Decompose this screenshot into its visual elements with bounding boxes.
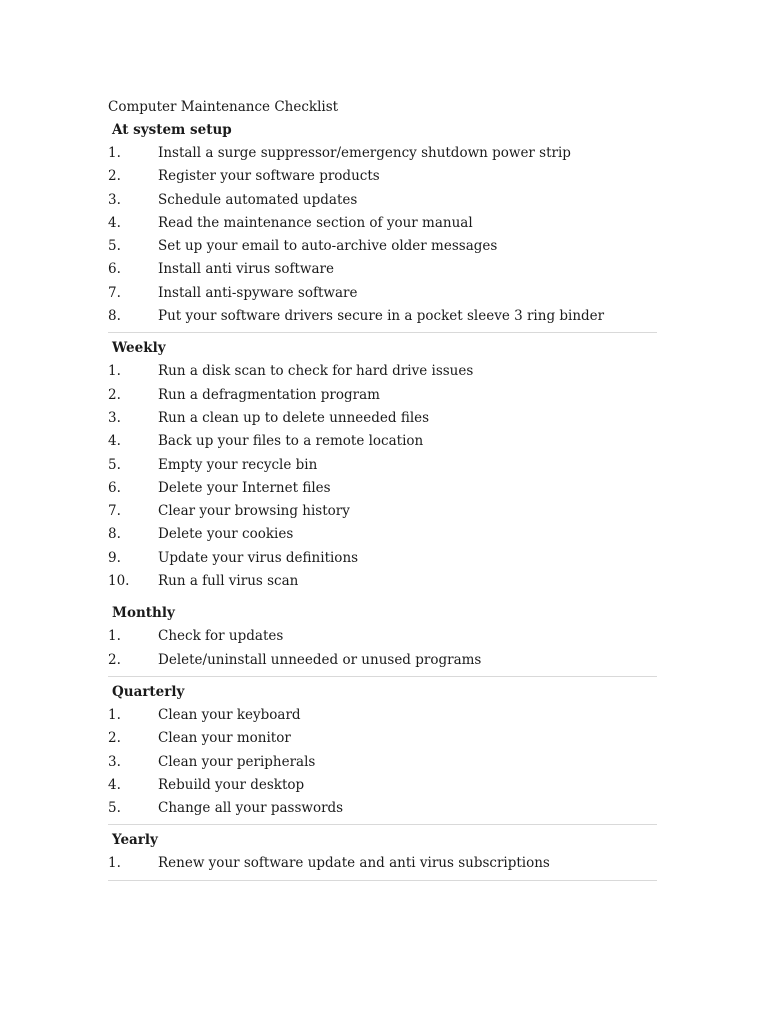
item-text: Empty your recycle bin — [158, 456, 318, 473]
item-number: 1. — [108, 363, 121, 380]
item-text: Clean your keyboard — [158, 706, 301, 723]
list-item — [108, 305, 657, 328]
item-number: 5. — [108, 238, 121, 255]
item-text: Set up your email to auto-archive older messages — [158, 238, 498, 255]
list-item — [108, 625, 657, 648]
item-text: Clean your monitor — [158, 730, 291, 747]
item-number: 3. — [108, 191, 121, 208]
item-text: Check for updates — [158, 628, 284, 645]
list-item — [108, 751, 657, 774]
item-number: 4. — [108, 433, 121, 450]
list-item — [108, 430, 657, 453]
item-text: Run a full virus scan — [158, 573, 299, 590]
item-number: 1. — [108, 706, 121, 723]
item-number: 2. — [108, 386, 121, 403]
item-number: 10. — [108, 573, 130, 590]
checklist-items — [108, 704, 657, 820]
list-item — [108, 570, 657, 593]
checklist-section — [108, 337, 657, 598]
section-heading: Monthly — [112, 605, 175, 622]
section-divider — [108, 597, 657, 598]
list-item — [108, 212, 657, 235]
list-item — [108, 142, 657, 165]
item-number: 9. — [108, 549, 121, 566]
section-divider — [108, 880, 657, 881]
checklist-items — [108, 360, 657, 593]
item-number: 8. — [108, 526, 121, 543]
list-item — [108, 258, 657, 281]
item-number: 4. — [108, 214, 121, 231]
list-item — [108, 360, 657, 383]
item-text: Install a surge suppressor/emergency shutdown power strip — [158, 145, 571, 161]
item-number: 2. — [108, 651, 121, 668]
item-text: Delete/uninstall unneeded or unused programs — [158, 651, 482, 668]
checklist-section — [108, 119, 657, 333]
item-number: 5. — [108, 800, 121, 817]
checklist-items — [108, 625, 657, 672]
list-item — [108, 727, 657, 750]
item-text: Rebuild your desktop — [158, 776, 305, 793]
section-heading: At system setup — [112, 122, 232, 138]
item-text: Run a defragmentation program — [158, 386, 380, 403]
item-number: 7. — [108, 284, 121, 301]
item-text: Register your software products — [158, 168, 380, 185]
item-text: Change all your passwords — [158, 800, 344, 817]
section-heading: Weekly — [112, 340, 166, 357]
item-text: Install anti virus software — [158, 261, 334, 278]
item-text: Clean your peripherals — [158, 753, 316, 770]
item-text: Update your virus definitions — [158, 549, 359, 566]
checklist-section — [108, 602, 657, 677]
list-item — [108, 500, 657, 523]
item-number: 3. — [108, 409, 121, 426]
section-divider — [108, 332, 657, 333]
item-text: Put your software drivers secure in a pocket sleeve 3 ring binder — [158, 308, 605, 325]
list-item — [108, 797, 657, 820]
item-text: Run a disk scan to check for hard drive issues — [158, 363, 474, 380]
checklist-items — [108, 142, 657, 328]
list-item — [108, 704, 657, 727]
item-number: 1. — [108, 628, 121, 645]
item-number: 4. — [108, 776, 121, 793]
item-number: 8. — [108, 308, 121, 325]
list-item — [108, 282, 657, 305]
list-item — [108, 189, 657, 212]
checklist-section — [108, 829, 657, 880]
item-text: Delete your Internet files — [158, 479, 331, 496]
section-divider — [108, 676, 657, 677]
checklist-items — [108, 852, 657, 875]
document-title: Computer Maintenance Checklist — [108, 99, 339, 115]
section-heading: Yearly — [112, 832, 158, 849]
item-number: 2. — [108, 730, 121, 747]
item-text: Renew your software update and anti virus subscriptions — [158, 855, 550, 872]
list-item — [108, 384, 657, 407]
item-text: Delete your cookies — [158, 526, 294, 543]
section-heading: Quarterly — [112, 683, 185, 700]
item-number: 2. — [108, 168, 121, 185]
document-page — [108, 96, 657, 885]
list-item — [108, 454, 657, 477]
list-item — [108, 235, 657, 258]
item-number: 1. — [108, 145, 121, 161]
list-item — [108, 165, 657, 188]
item-number: 1. — [108, 855, 121, 872]
item-number: 6. — [108, 261, 121, 278]
item-number: 3. — [108, 753, 121, 770]
item-text: Read the maintenance section of your manual — [158, 214, 473, 231]
list-item — [108, 852, 657, 875]
item-number: 6. — [108, 479, 121, 496]
item-number: 5. — [108, 456, 121, 473]
checklist-section — [108, 681, 657, 825]
list-item — [108, 523, 657, 546]
item-text: Install anti-spyware software — [158, 284, 358, 301]
list-item — [108, 477, 657, 500]
checklist-sections — [108, 119, 657, 881]
section-divider — [108, 824, 657, 825]
item-text: Schedule automated updates — [158, 191, 358, 208]
item-text: Back up your files to a remote location — [158, 433, 424, 450]
list-item — [108, 649, 657, 672]
item-text: Clear your browsing history — [158, 503, 350, 520]
item-number: 7. — [108, 503, 121, 520]
list-item — [108, 547, 657, 570]
list-item — [108, 407, 657, 430]
list-item — [108, 774, 657, 797]
item-text: Run a clean up to delete unneeded files — [158, 409, 430, 426]
